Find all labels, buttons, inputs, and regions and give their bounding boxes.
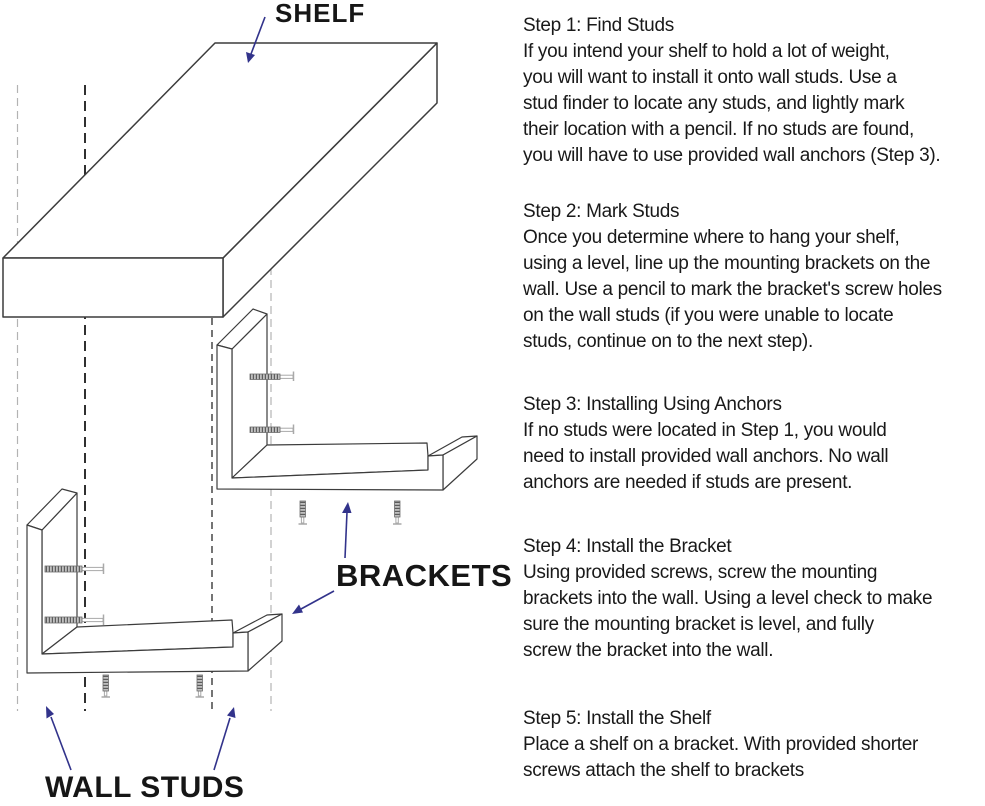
step-line: sure the mounting bracket is level, and fully xyxy=(523,614,874,635)
screw-icon xyxy=(102,675,111,697)
screw-icon xyxy=(393,501,402,524)
step-line: need to install provided wall anchors. No wall xyxy=(523,446,889,467)
instructions-panel xyxy=(523,0,985,806)
step-title: Step 2: Mark Studs xyxy=(523,201,680,222)
brackets-arrow-down-left-icon xyxy=(292,591,334,614)
step-line: If no studs were located in Step 1, you would xyxy=(523,420,887,441)
step-title: Step 1: Find Studs xyxy=(523,15,674,36)
step-line: wall. Use a pencil to mark the bracket's screw holes xyxy=(523,279,942,300)
wall-studs-arrow-left-icon xyxy=(46,706,71,770)
shelf-front-face xyxy=(3,258,223,317)
step-line: on the wall studs (if you were unable to locate xyxy=(523,305,894,326)
step-line: you will have to use provided wall anchors (Step 3). xyxy=(523,145,941,166)
screw-icon xyxy=(196,675,205,697)
wall-studs-label: WALL STUDS xyxy=(45,771,245,804)
step-line: screw the bracket into the wall. xyxy=(523,640,774,661)
lower-bracket-drawing xyxy=(27,489,282,673)
step-line: stud finder to locate any studs, and lightly mark xyxy=(523,93,905,114)
brackets-arrow-up-icon xyxy=(342,502,352,558)
step-line: Place a shelf on a bracket. With provided shorter xyxy=(523,734,919,755)
step-line: anchors are needed if studs are present. xyxy=(523,472,853,493)
step-line: you will want to install it onto wall studs. Use a xyxy=(523,67,897,88)
screw-icon xyxy=(299,501,308,524)
instruction-step-5 xyxy=(523,706,985,784)
instruction-step-2 xyxy=(523,199,985,355)
wall-studs-arrow-right-icon xyxy=(214,707,236,770)
shelf-drawing xyxy=(3,43,437,317)
step-line: screws attach the shelf to brackets xyxy=(523,760,804,781)
upper-bracket-drawing xyxy=(217,309,477,490)
step-line: Once you determine where to hang your shelf, xyxy=(523,227,900,248)
instruction-step-1 xyxy=(523,13,985,169)
instruction-step-3 xyxy=(523,392,985,496)
shelf-label: SHELF xyxy=(275,0,366,28)
step-line: Using provided screws, screw the mounting xyxy=(523,562,878,583)
step-title: Step 4: Install the Bracket xyxy=(523,536,732,557)
step-title: Step 3: Installing Using Anchors xyxy=(523,394,782,415)
step-line: their location with a pencil. If no studs are found, xyxy=(523,119,915,140)
step-line: studs, continue on to the next step). xyxy=(523,331,813,352)
instruction-step-4 xyxy=(523,534,985,664)
step-line: brackets into the wall. Using a level check to make xyxy=(523,588,933,609)
step-line: using a level, line up the mounting brackets on the xyxy=(523,253,931,274)
step-line: If you intend your shelf to hold a lot of weight, xyxy=(523,41,890,62)
step-title: Step 5: Install the Shelf xyxy=(523,708,711,729)
brackets-label: BRACKETS xyxy=(336,558,513,593)
